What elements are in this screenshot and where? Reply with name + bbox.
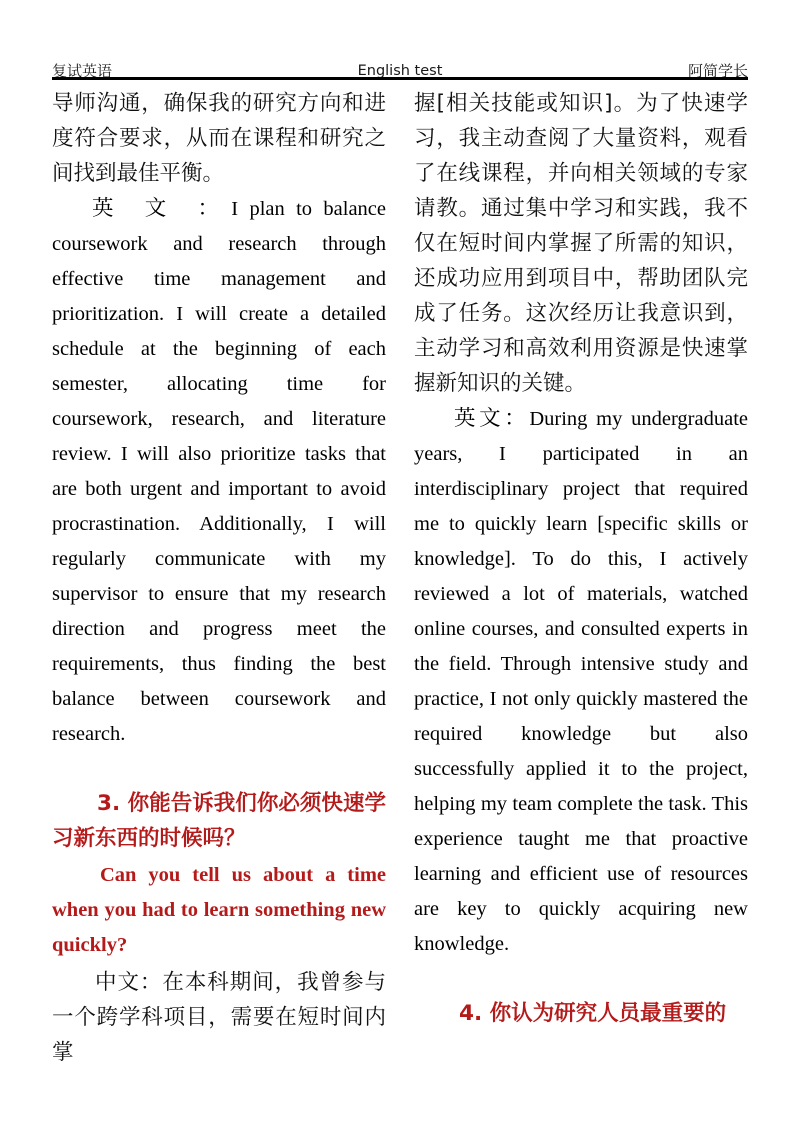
paragraph-en-answer-3 — [414, 401, 748, 962]
left-column — [52, 86, 386, 1070]
paragraph-cn-continuation: 导师沟通，确保我的研究方向和进度符合要求，从而在课程和研究之间找到最佳平衡。 — [52, 91, 386, 186]
page-header — [52, 52, 748, 80]
paragraph-en-answer-3-text: During my undergraduate years, I participated in an interdisciplinary project that required me to quickly learn [specific skills or knowledge]. To do this, I actively reviewed a lot of materials, watched online courses, and consulted experts in the field. Through intensive study and practice, I not only quickly mastered the required knowledge but also successfully applied it to the project, helping my team complete the task. This experience taught me that proactive learning and efficient use of resources are key to quickly acquiring new knowledge. — [414, 408, 748, 955]
question-3-english: Can you tell us about a time when you had to learn something new quickly? — [52, 864, 386, 956]
paragraph-en-answer-2 — [52, 191, 386, 752]
header-left-title: 复试英语 — [52, 62, 113, 80]
two-column-body — [52, 86, 748, 1086]
header-center-title: English test — [357, 63, 443, 79]
question-3-chinese: 3. 你能告诉我们你必须快速学习新东西的时候吗？ — [52, 791, 386, 851]
label-english-lead-in-right: 英文： — [454, 406, 530, 431]
paragraph-cn-answer-3-continued: 握[相关技能或知识]。为了快速学习，我主动查阅了大量资料，观看了在线课程，并向相关领域的专家请教。通过集中学习和实践，我不仅在短时间内掌握了所需的知识，还成功应用到项目中，帮助团队完成了任务。这次经历让我意识到，主动学习和高效利用资源是快速掌握新知识的关键。 — [414, 91, 748, 396]
answer-3-chinese-start: 中文：在本科期间，我曾参与一个跨学科项目，需要在短时间内掌 — [52, 970, 386, 1065]
right-column — [414, 86, 748, 1031]
question-4-chinese: 4. 你认为研究人员最重要的 — [459, 1001, 727, 1026]
header-right-title: 阿简学长 — [687, 62, 748, 80]
paragraph-en-answer-2-text: I plan to balance coursework and research through effective time management and prioritization. I will create a detailed schedule at the beginning of each semester, allocating time for coursework, research, and literature review. I will also prioritize tasks that are both urgent and important to avoid procrastination. Additionally, I will regularly communicate with my supervisor to ensure that my research direction and progress meet the requirements, thus finding the best balance between coursework and research. — [52, 198, 386, 745]
header-divider-rule — [52, 77, 748, 80]
label-english-lead-in: 英 文 ： — [92, 196, 232, 221]
